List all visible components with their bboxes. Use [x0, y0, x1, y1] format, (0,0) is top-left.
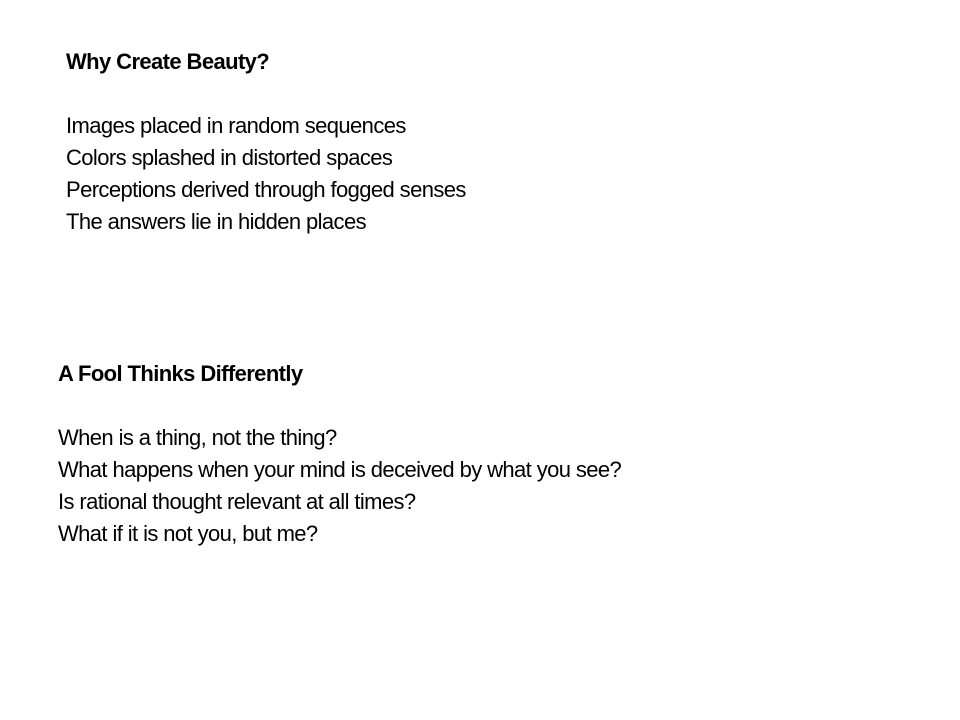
poem-line: What happens when your mind is deceived by what you see?: [58, 457, 622, 482]
poem-line: Colors splashed in distorted spaces: [66, 145, 393, 170]
poem-line: Perceptions derived through fogged senses: [66, 177, 466, 202]
poem-a-fool-thinks-differently: [58, 358, 621, 550]
poem-title: A Fool Thinks Differently: [58, 361, 303, 386]
poem-line: Images placed in random sequences: [66, 113, 406, 138]
poem-line: Is rational thought relevant at all times?: [58, 489, 416, 514]
poem-title: Why Create Beauty?: [66, 49, 270, 74]
poem-line: What if it is not you, but me?: [58, 521, 318, 546]
poem-line: When is a thing, not the thing?: [58, 425, 337, 450]
poem-why-create-beauty: [66, 46, 466, 238]
poem-line: The answers lie in hidden places: [66, 209, 366, 234]
